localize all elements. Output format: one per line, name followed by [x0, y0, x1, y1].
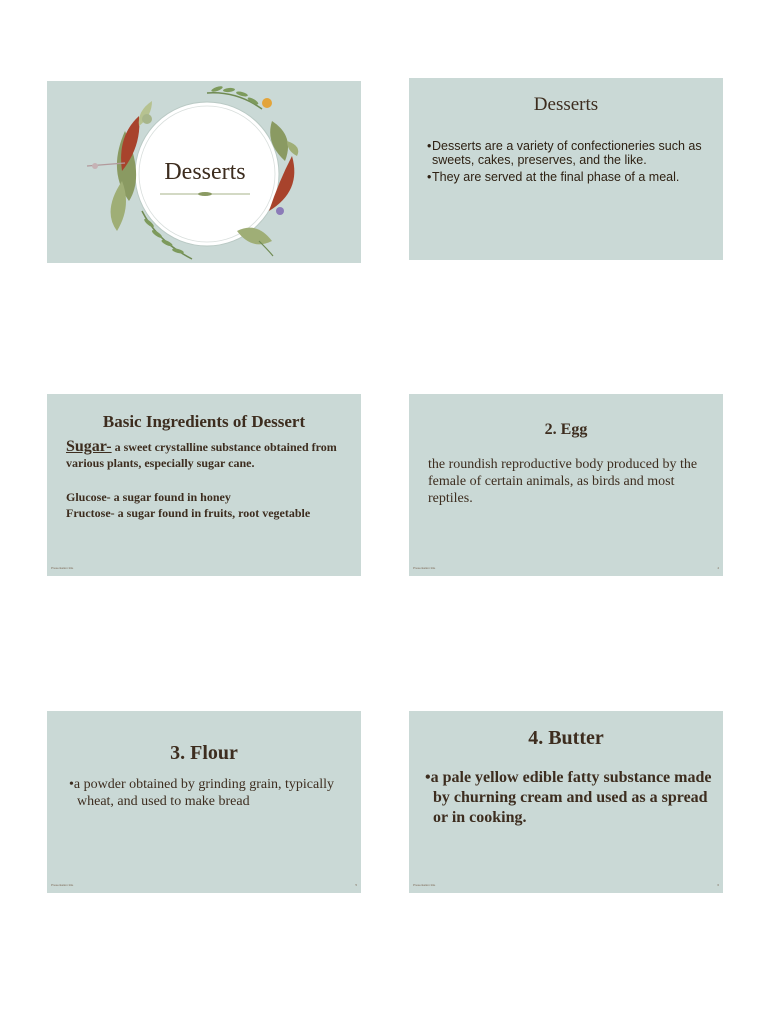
bullet-marker: • [427, 170, 432, 184]
slide-title: 2. Egg [544, 421, 588, 438]
slide-title: Basic Ingredients of Dessert [102, 412, 306, 431]
bullet-marker: • [425, 769, 431, 786]
footer-title: Presentation title [51, 566, 74, 570]
slide-1-title[interactable] [47, 81, 361, 263]
slide-4-egg[interactable] [409, 394, 723, 576]
page-number: 5 [355, 883, 357, 887]
spacer [66, 471, 356, 489]
slide-title: Desserts [164, 159, 246, 185]
footer-title: Presentation title [413, 883, 436, 887]
footer-title: Presentation title [413, 566, 436, 570]
slide-title: 4. Butter [528, 727, 604, 749]
sugar-term: Sugar- [66, 438, 112, 455]
bullet-list [427, 139, 717, 187]
slide-5-flour[interactable] [47, 711, 361, 893]
page-number: 4 [717, 566, 719, 570]
slide-body: the roundish reproductive body produced by the female of certain animals, as birds and most reptiles. [428, 457, 698, 506]
glucose-line: Glucose- a sugar found in honey [66, 490, 231, 504]
page-number: 6 [717, 883, 719, 887]
fructose-line: Fructose- a sugar found in fruits, root vegetable [66, 506, 311, 520]
slide-title: 3. Flour [170, 742, 238, 764]
slide-body [66, 439, 356, 521]
slide-6-butter[interactable] [409, 711, 723, 893]
slide-3-basic-ingredients[interactable] [47, 394, 361, 576]
slide-body: •a pale yellow edible fatty substance made by churning cream and used as a spread or in cooking. [425, 769, 712, 826]
list-item: •Desserts are a variety of confectioneries such as sweets, cakes, preserves, and the like. [427, 139, 702, 167]
slide-2-desserts-definition[interactable] [409, 78, 723, 260]
footer-title: Presentation title [51, 883, 74, 887]
bullet-marker: • [69, 777, 74, 792]
slide-body: •a powder obtained by grinding grain, typically wheat, and used to make bread [69, 777, 335, 809]
bullet-marker: • [427, 139, 432, 153]
slide-title: Desserts [533, 94, 599, 115]
sugar-definition: Sugar- a sweet crystalline substance obtained from various plants, especially sugar cane. [66, 438, 337, 470]
list-item: •They are served at the final phase of a meal. [427, 170, 680, 184]
